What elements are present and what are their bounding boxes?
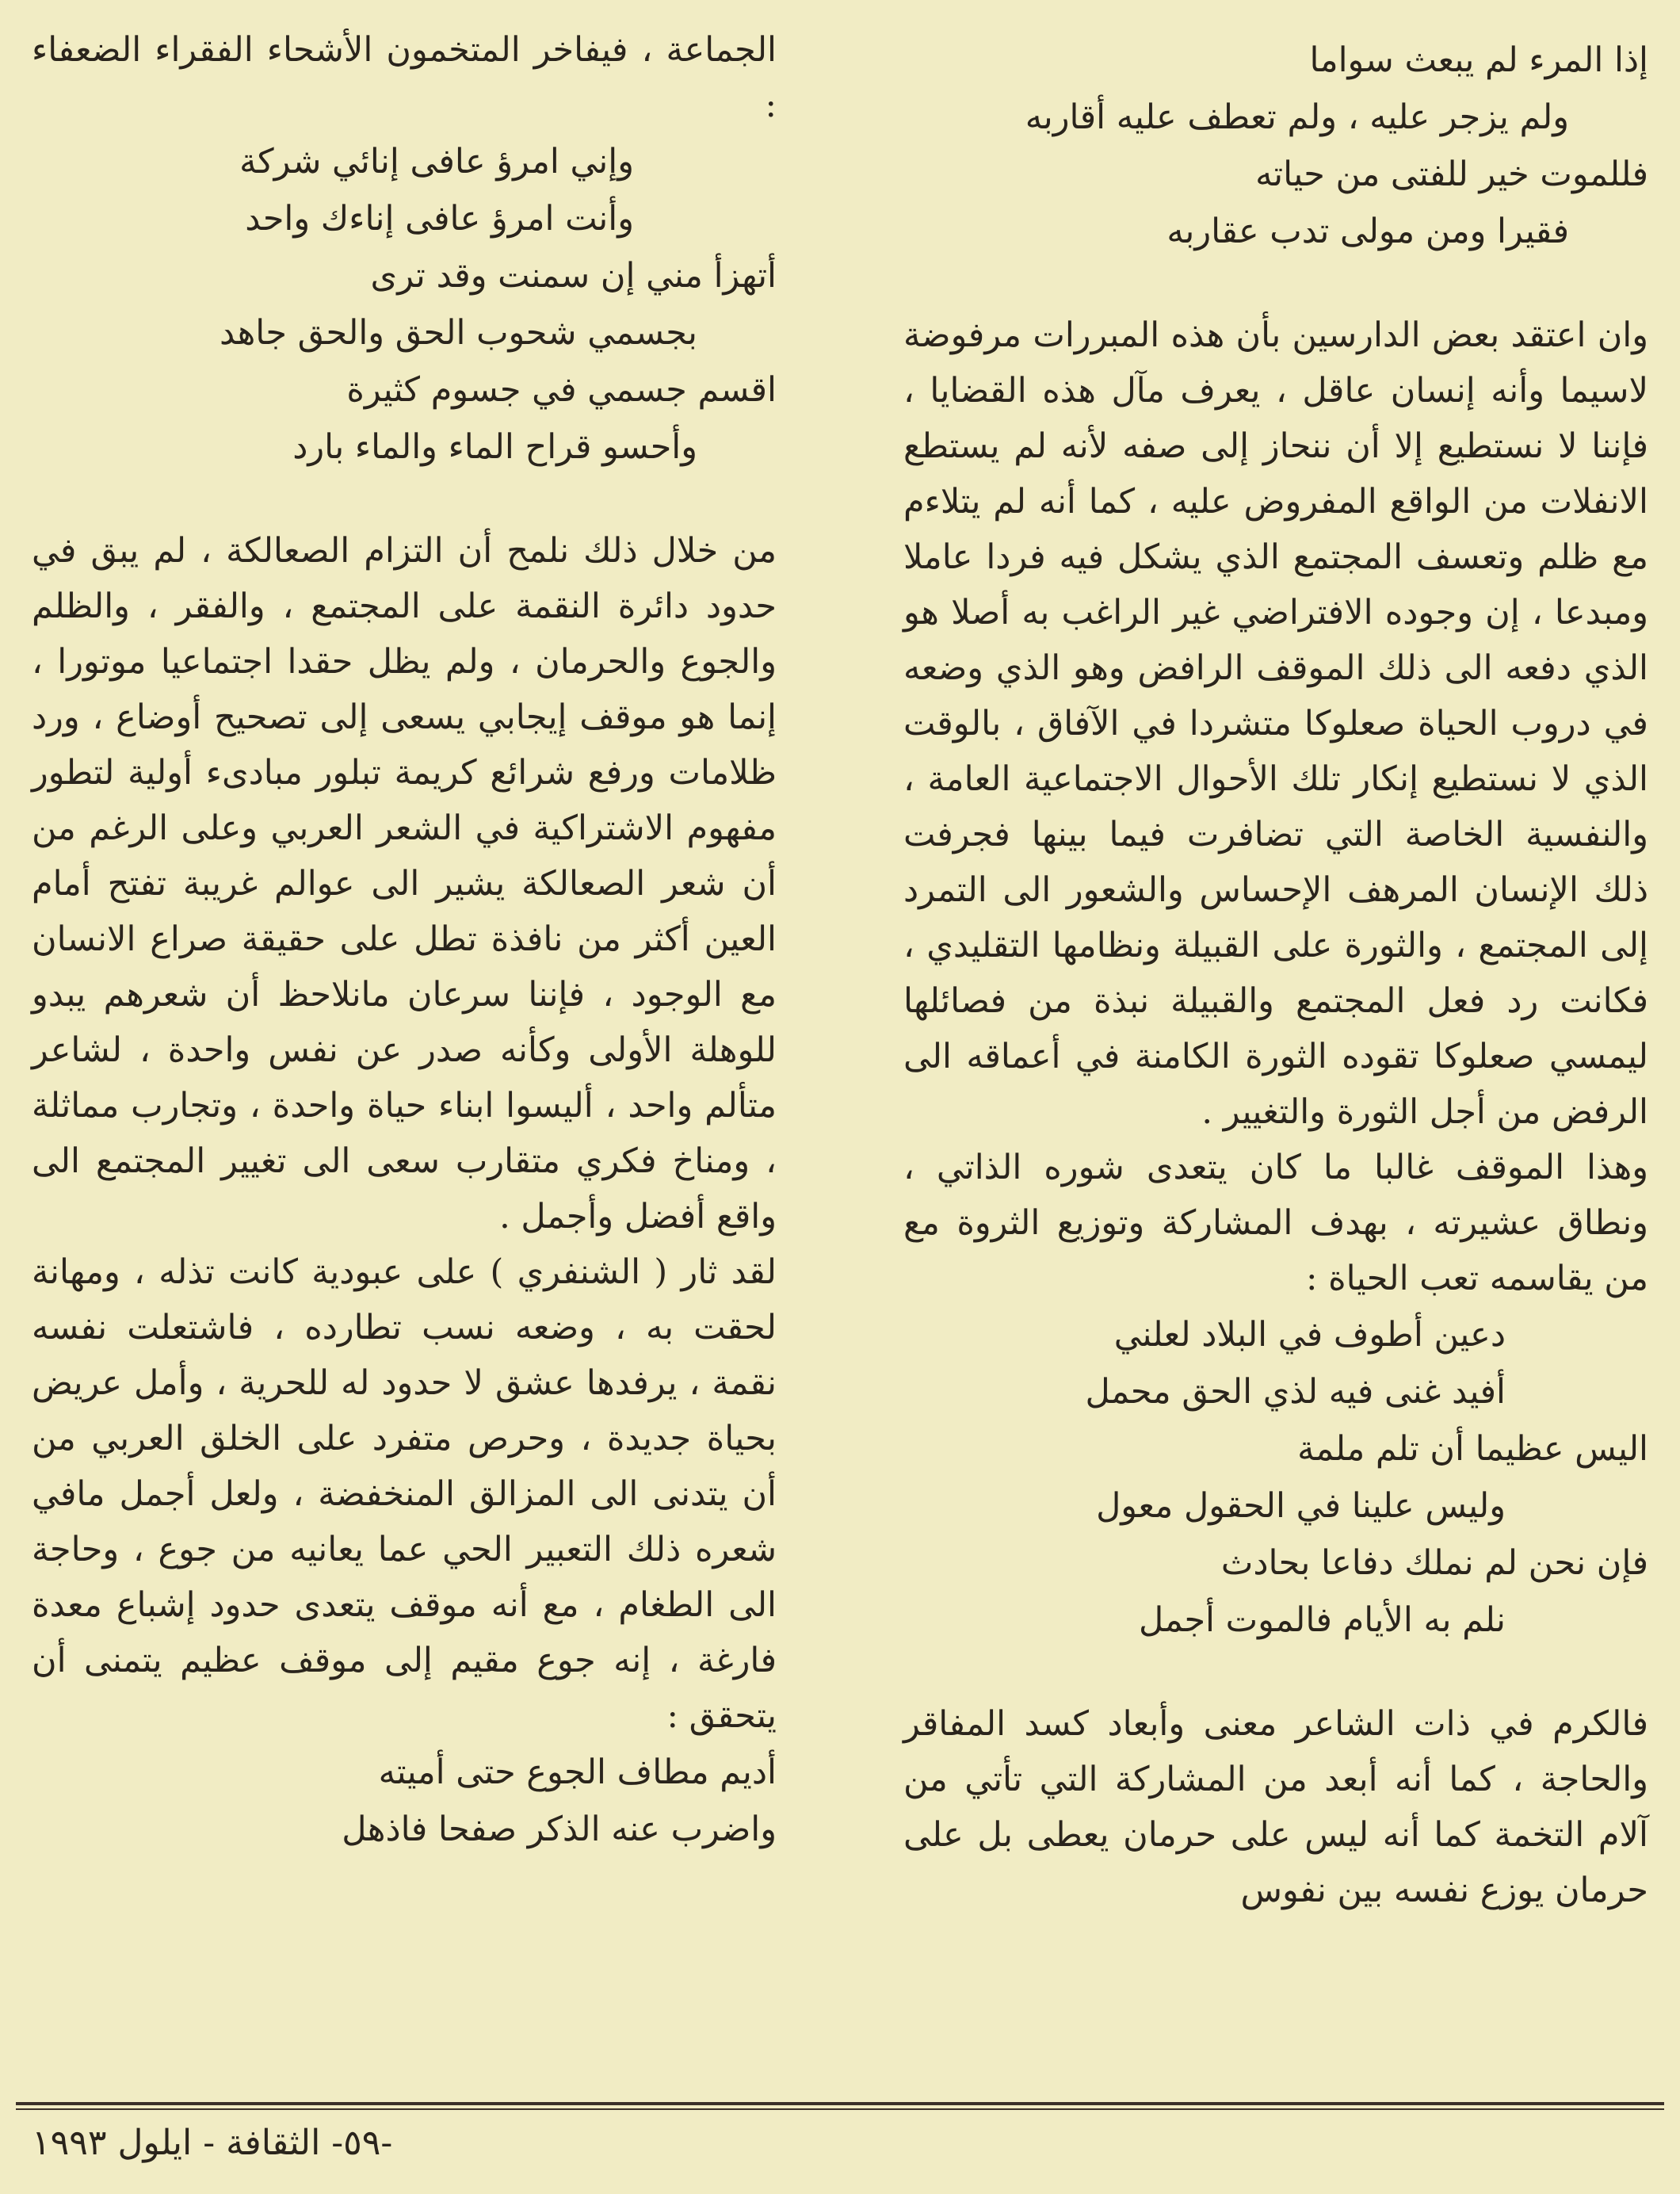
right-column: [903, 32, 1648, 1918]
verse-line: وليس علينا في الحقول معول: [1096, 1486, 1506, 1526]
verse-line: اليس عظيما أن تلم ملمة: [1297, 1429, 1648, 1469]
left-column: [32, 22, 777, 1858]
page-footer: -٥٩- الثقافة - ايلول ١٩٩٣: [32, 2123, 393, 2163]
verse-line: ولم يزجر عليه ، ولم تعطف عليه أقاربه: [1025, 97, 1569, 137]
verse-line: اقسم جسمي في جسوم كثيرة: [346, 370, 777, 410]
prose-paragraph: وهذا الموقف غالبا ما كان يتعدى شوره الذاتي ، ونطاق عشيرته ، بهدف المشاركة وتوزيع الثروة مع من يقاسمه تعب الحياة :: [903, 1148, 1648, 1298]
verse-line: أتهزأ مني إن سمنت وقد ترى: [370, 256, 777, 296]
prose-paragraph: وان اعتقد بعض الدارسين بأن هذه المبررات مرفوضة لاسيما وأنه إنسان عاقل ، يعرف مآل هذه القضايا ، فإننا لا نستطيع إلا أن ننحاز إلى صفه لأنه لم يستطع الانفلات من الواقع المفروض عليه ، كما أنه لم يتلاءم مع ظلم وتعسف المجتمع الذي يشكل فيه فردا عاملا ومبدعا ، إن وجوده الافتراضي غير الراغب به أصلا هو الذي دفعه الى ذلك الموقف الرافض وهو الذي وضعه في دروب الحياة صعلوكا متشردا في الآفاق ، بالوقت الذي لا نستطيع إنكار تلك الأحوال الاجتماعية العامة ، والنفسية الخاصة التي تضافرت فيما بينها فجرفت ذلك الإنسان المرهف الإحساس والشعور الى التمرد إلى المجتمع ، والثورة على القبيلة ونظامها التقليدي ، فكانت رد فعل المجتمع والقبيلة نبذة من فصائلها ليمسي صعلوكا تقوده الثورة الكامنة في أعماقه الى الرفض من أجل الثورة والتغيير .: [903, 315, 1648, 1132]
prose-paragraph: فالكرم في ذات الشاعر معنى وأبعاد كسد المفاقر والحاجة ، كما أنه أبعد من المشاركة التي تأتي من آلام التخمة كما أنه ليس على حرمان يعطى بل على حرمان يوزع نفسه بين نفوس: [903, 1704, 1648, 1910]
paragraph-gap: [32, 476, 777, 523]
verse-line: إذا المرء لم يبعث سواما: [1309, 40, 1648, 80]
footer-rule: [16, 2102, 1664, 2105]
verse-line: بجسمي شحوب الحق والحق جاهد: [220, 313, 697, 353]
verse-line: فللموت خير للفتى من حياته: [1255, 155, 1648, 194]
paragraph-gap: [903, 1649, 1648, 1696]
verse-line: أديم مطاف الجوع حتى أميته: [378, 1753, 777, 1792]
verse-line: وأحسو قراح الماء والماء بارد: [292, 427, 697, 467]
verse-line: أفيد غنى فيه لذي الحق محمل: [1085, 1372, 1506, 1412]
verse-line: دعين أطوف في البلاد لعلني: [1113, 1315, 1506, 1355]
footer-rule-thin: [16, 2108, 1664, 2110]
paragraph-gap: [903, 260, 1648, 308]
prose-paragraph: من خلال ذلك نلمح أن التزام الصعالكة ، لم يبق في حدود دائرة النقمة على المجتمع ، والفقر ، والظلم والجوع والحرمان ، ولم يظل حقدا اجتماعيا موتورا ، إنما هو موقف إيجابي يسعى إلى تصحيح أوضاع ، ورد ظلامات ورفع شرائع كريمة تبلور مبادىء أولية لتطور مفهوم الاشتراكية في الشعر العربي وعلى الرغم من أن شعر الصعالكة يشير الى عوالم غريبة تفتح أمام العين أكثر من نافذة تطل على حقيقة صراع الانسان مع الوجود ، فإننا سرعان مانلاحظ أن شعرهم يبدو للوهلة الأولى وكأنه صدر عن نفس واحدة ، لشاعر متألم واحد ، أليسوا ابناء حياة واحدة ، وتجارب مماثلة ، ومناخ فكري متقارب سعى الى تغيير المجتمع الى واقع أفضل وأجمل .: [32, 531, 777, 1237]
verse-line: فقيرا ومن مولى تدب عقاربه: [1166, 212, 1569, 251]
verse-line: نلم به الأيام فالموت أجمل: [1139, 1600, 1506, 1640]
verse-line: وأنت امرؤ عافى إناءك واحد: [245, 199, 634, 239]
prose-paragraph: الجماعة ، فيفاخر المتخمون الأشحاء الفقراء الضعفاء :: [32, 30, 777, 125]
verse-line: وإني امرؤ عافى إنائي شركة: [239, 142, 634, 182]
verse-line: فإن نحن لم نملك دفاعا بحادث: [1220, 1543, 1648, 1583]
verse-line: واضرب عنه الذكر صفحا فاذهل: [342, 1810, 777, 1849]
prose-paragraph: لقد ثار ( الشنفري ) على عبودية كانت تذله ، ومهانة لحقت به ، وضعه نسب تطارده ، فاشتعلت نفسه نقمة ، يرفدها عشق لا حدود له للحرية ، وأمل عريض بحياة جديدة ، وحرص متفرد على الخلق العربي من أن يتدنى الى المزالق المنخفضة ، ولعل أجمل مافي شعره ذلك التعبير الحي عما يعانيه من جوع ، وحاجة الى الطغام ، مع أنه موقف يتعدى حدود إشباع معدة فارغة ، إنه جوع مقيم إلى موقف عظيم يتمنى أن يتحقق :: [32, 1252, 777, 1736]
